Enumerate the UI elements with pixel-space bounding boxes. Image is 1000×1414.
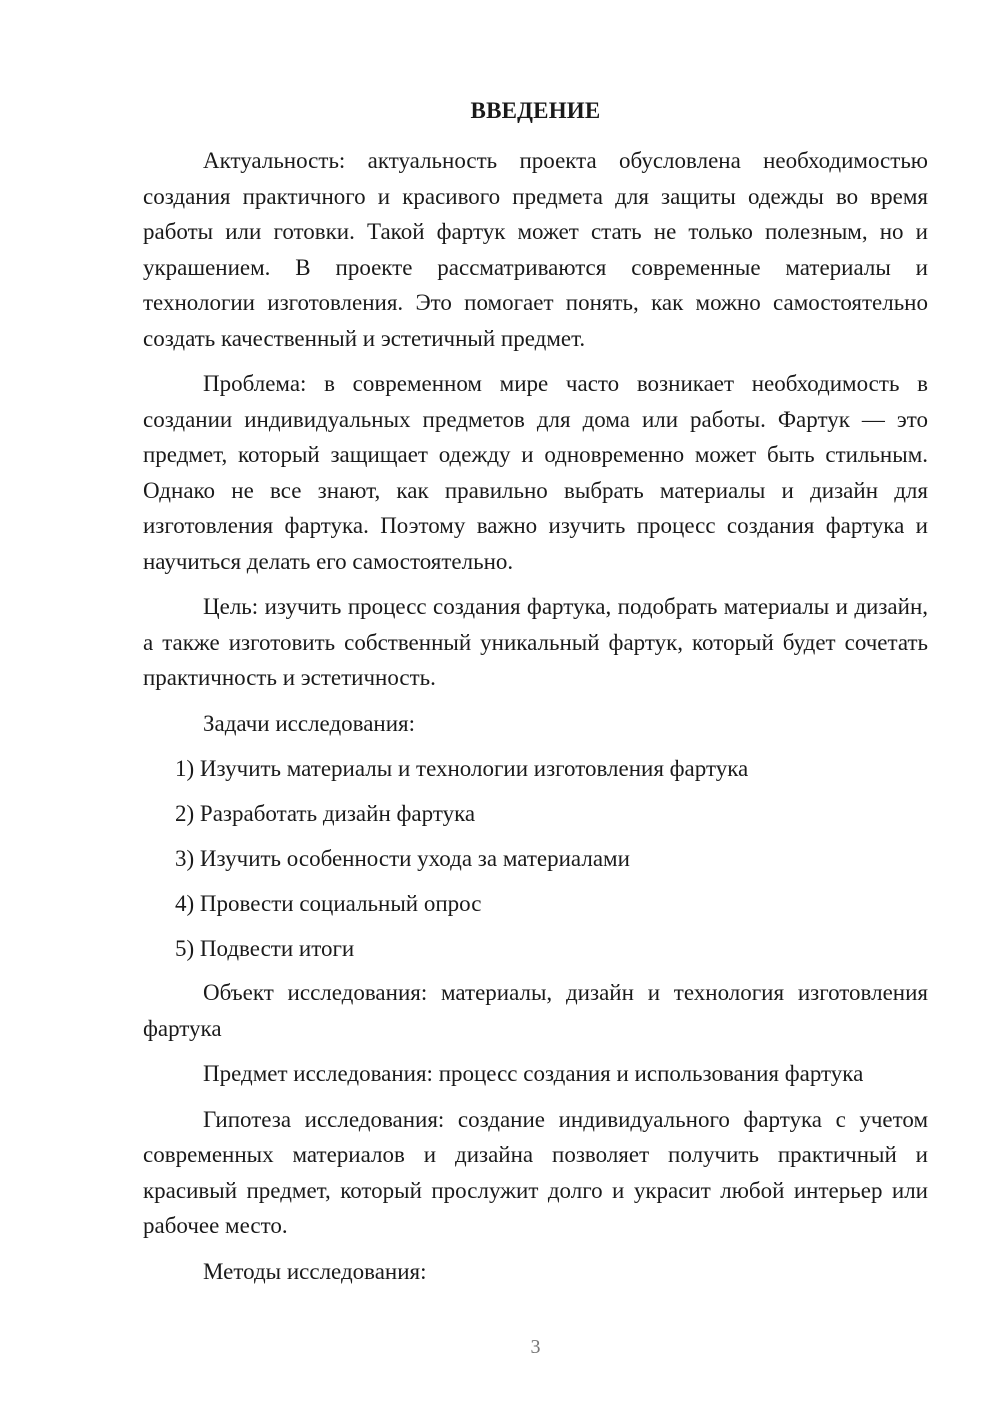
list-item: 1) Изучить материалы и технологии изготовления фартука	[175, 755, 749, 781]
list-item: 3) Изучить особенности ухода за материалами	[175, 845, 630, 871]
object-paragraph: Объект исследования: материалы, дизайн и технология изготовления фартука	[143, 980, 928, 1041]
section-title: ВВЕДЕНИЕ	[470, 98, 601, 123]
problem-paragraph: Проблема: в современном мире часто возникает необходимость в создании индивидуальных предметов для дома или работы. Фартук — это предмет, который защищает одежду и одновременно может быть стильным. Однако не все знают, как правильно выбрать материалы и дизайн для изготовления фартука. Поэтому важно изучить процесс создания фартука и научиться делать его самостоятельно.	[143, 371, 928, 574]
tasks-list	[143, 751, 928, 967]
subject-paragraph: Предмет исследования: процесс создания и использования фартука	[203, 1061, 864, 1087]
list-item: 4) Провести социальный опрос	[175, 890, 482, 916]
document-page	[143, 0, 928, 1414]
relevance-paragraph: Актуальность: актуальность проекта обусловлена необходимостью создания практичного и красивого предмета для защиты одежды во время работы или готовки. Такой фартук может стать не только полезным, но и украшением. В проекте рассматриваются современные материалы и технологии изготовления. Это помогает понять, как можно самостоятельно создать качественный и эстетичный предмет.	[143, 148, 928, 351]
methods-heading: Методы исследования:	[203, 1258, 427, 1284]
list-item: 2) Разработать дизайн фартука	[175, 800, 476, 826]
goal-paragraph: Цель: изучить процесс создания фартука, подобрать материалы и дизайн, а также изготовить собственный уникальный фартук, который будет сочетать практичность и эстетичность.	[143, 594, 928, 690]
hypothesis-paragraph: Гипотеза исследования: создание индивидуального фартука с учетом современных материалов и дизайна позволяет получить практичный и красивый предмет, который прослужит долго и украсит любой интерьер или рабочее место.	[143, 1106, 928, 1239]
list-item: 5) Подвести итоги	[175, 935, 355, 961]
page-number: 3	[530, 1336, 541, 1358]
document-body	[143, 143, 928, 1289]
tasks-heading: Задачи исследования:	[203, 710, 416, 736]
